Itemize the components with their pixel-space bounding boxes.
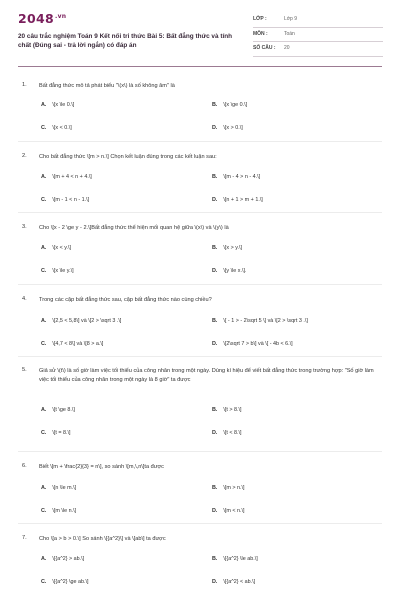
option-d[interactable]: D. \[n + 1 > m + 1.\] (212, 197, 263, 203)
option-d[interactable]: D. \[t < 8.\] (212, 430, 242, 436)
exam-meta (253, 13, 383, 57)
option-b[interactable]: B. \[m - 4 > n - 4.\] (212, 174, 261, 180)
option-c[interactable]: C. \[m \le n.\] (41, 508, 77, 514)
question-divider (18, 451, 382, 452)
page-header (0, 0, 400, 62)
question-text: Cho \[x - 2 \ge y - 2.\]Bất đẳng thức thể hiện mối quan hệ giữa \(x\) và \(y\) là (39, 225, 229, 231)
option-a[interactable]: A. \[t \ge 8.\] (41, 407, 75, 413)
option-a[interactable]: A. \[m + 4 < n + 4.\] (41, 174, 92, 180)
option-c[interactable]: C. \[x \le y.\] (41, 268, 74, 274)
question-divider (18, 523, 382, 524)
question-divider (18, 356, 382, 357)
question-divider (18, 141, 382, 142)
question-text: Trong các cặp bất đẳng thức sau, cặp bất đẳng thức nào cùng chiều? (39, 297, 212, 303)
meta-question-count: SỐ CÂU : 20 (253, 42, 383, 57)
question-text: Cho bất đẳng thức \[m > n.\] Chọn kết luận đúng trong các kết luận sau: (39, 154, 217, 160)
option-d[interactable]: D. \[y \le x.\]. (212, 268, 247, 274)
option-d[interactable]: D. \[{a^2} < ab.\] (212, 579, 256, 585)
question-text: Biết \[m + \frac{2}{3} = n\], so sánh \[m,\,n\]ta được (39, 464, 164, 470)
option-c[interactable]: C. \[{a^2} \ge ab.\] (41, 579, 89, 585)
option-a[interactable]: A. \[x \le 0.\] (41, 102, 75, 108)
option-a[interactable]: A. \[2,5 < 5,8\] và \[2 > \sqrt 3 .\] (41, 318, 122, 324)
option-a[interactable]: A. \[{a^2} > ab.\] (41, 556, 85, 562)
question-divider (18, 212, 382, 213)
option-d[interactable]: D. \[x > 0.\] (212, 125, 243, 131)
option-a[interactable]: A. \[x < y.\] (41, 245, 72, 251)
option-c[interactable]: C. \[4,7 < 8\] và \[8 > a.\] (41, 341, 104, 347)
question-text: Giả sử \(t\) là số giờ làm việc tối thiểu của công nhân trong một ngày. Dùng kí hiệu để viết bất đẳng thức trong trường hợp: "Số giờ làm việc tối thiểu của công nhân trong một ngày là 8 giờ" ta được (39, 368, 374, 383)
question-divider (18, 284, 382, 285)
option-d[interactable]: D. \[2\sqrt 7 > b\] và \[ - 4b < 6.\] (212, 341, 293, 347)
option-b[interactable]: B. \[x > y.\] (212, 245, 243, 251)
option-b[interactable]: B. \[x \ge 0.\] (212, 102, 248, 108)
option-b[interactable]: B. \[m > n.\] (212, 485, 245, 491)
option-b[interactable]: B. \[ - 1 > - 2\sqrt 5 \] và \[2 > \sqrt 3 .\] (212, 318, 308, 324)
option-d[interactable]: D. \[m < n.\] (212, 508, 245, 514)
meta-grade: LỚP : Lớp 9 (253, 13, 383, 28)
exam-page: $2048^{.vn}$ 20 câu trắc nghiệm Toán 9 Kết nối tri thức Bài 5: Bất đẳng thức và tính chất (Đúng sai - trả lời ngắn) có đáp án LỚP : Lớp 9 MÔN : Toán SỐ CÂU : 20 1. Bất đẳng thức mô tả phát biểu "\(x\) là số không âm" là A. \[x \le 0.\] B. \[x \ge 0.\] C. \[x < 0.\] D. \[x > 0.\] 2. Cho bất đẳng thức \[m > n.\] Chọn kết luận đúng trong các kết luận sau: A. \[m + 4 < n + 4.\] B. \[m - 4 > n - 4.\] C. \[m - 1 < n - 1.\] D. \[n + 1 > m + 1.\] 3. Cho \[x - 2 \ge y - 2.\]Bất đẳng thức thể hiện mối quan hệ giữa \(x\) và \(y\) là A. \[x < y.\] B. \[x > y.\] C. \[x \le y.\] D. \[y \le x.\]. 4. Trong các cặp bất đẳng thức sau, cặp bất đẳng thức nào cùng chiều? A. \[2,5 < 5,8\] và \[2 > \sqrt 3 .\] B. \[ - 1 > - 2\sqrt 5 \] và \[2 > \sqrt 3 .\] C. \[4,7 < 8\] và \[8 > a.\] D. \[2\sqrt 7 > b\] và \[ - 4b < 6.\] 5. Giả sử \(t\) là số giờ làm việc tối thiểu của công nhân trong một ngày. Dùng kí hiệu để viết bất đẳng thức trong trường hợp: "Số giờ làm việc tối thiểu của công nhân trong một ngày là 8 giờ" ta được A. \[t \ge 8.\] B. \[t > 8.\] C. \[t = 8.\] D. \[t < 8.\] 6. Biết \[m + \frac{2}{3} = n\], so sánh \[m,\,n\]ta được A. \[n \le m.\] B. \[m > n.\] C. \[m \le n.\] D. \[m < n.\] 7. Cho \[a > b > 0.\] So sánh \[{a^2}\] và \[ab\] ta được A. \[{a^2} > ab.\] B. \[{a^2} \le ab.\] C. \[{a^2} \ge ab.\] D. \[{a^2} < ab.\] (0, 0, 400, 600)
question-text: Cho \[a > b > 0.\] So sánh \[{a^2}\] và \[ab\] ta được (39, 536, 166, 542)
option-a[interactable]: A. \[n \le m.\] (41, 485, 77, 491)
site-logo[interactable]: $2048^{.vn}$ (18, 11, 67, 26)
meta-subject: MÔN : Toán (253, 28, 383, 43)
question-text: Bất đẳng thức mô tả phát biểu "\(x\) là số không âm" là (39, 83, 175, 89)
option-b[interactable]: B. \[{a^2} \le ab.\] (212, 556, 258, 562)
header-divider (18, 66, 382, 67)
option-c[interactable]: C. \[m - 1 < n - 1.\] (41, 197, 90, 203)
option-b[interactable]: B. \[t > 8.\] (212, 407, 242, 413)
option-c[interactable]: C. \[x < 0.\] (41, 125, 72, 131)
option-c[interactable]: C. \[t = 8.\] (41, 430, 71, 436)
exam-title: 20 câu trắc nghiệm Toán 9 Kết nối tri thức Bài 5: Bất đẳng thức và tính chất (Đúng sai - trả lời ngắn) có đáp án (18, 33, 233, 49)
